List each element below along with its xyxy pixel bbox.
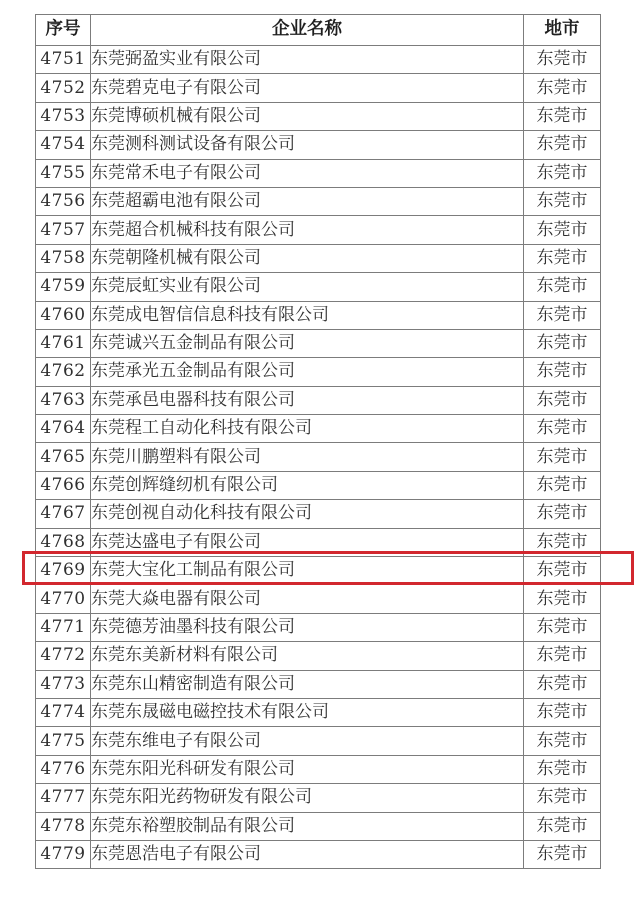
table-row: [36, 670, 601, 698]
row-serial-number: 4779: [36, 840, 91, 868]
row-company-name: 东莞创视自动化科技有限公司: [91, 500, 524, 528]
table-row: [36, 471, 601, 499]
row-serial-number: 4761: [36, 329, 91, 357]
row-company-name: 东莞程工自动化科技有限公司: [91, 415, 524, 443]
row-city: 东莞市: [524, 358, 601, 386]
row-company-name: 东莞达盛电子有限公司: [91, 528, 524, 556]
table-row: [36, 727, 601, 755]
row-company-name: 东莞创辉缝纫机有限公司: [91, 471, 524, 499]
row-company-name: 东莞超合机械科技有限公司: [91, 216, 524, 244]
row-serial-number: 4769: [36, 557, 91, 585]
row-serial-number: 4762: [36, 358, 91, 386]
row-serial-number: 4778: [36, 812, 91, 840]
row-company-name: 东莞辰虹实业有限公司: [91, 273, 524, 301]
row-city: 东莞市: [524, 386, 601, 414]
row-city: 东莞市: [524, 244, 601, 272]
row-company-name: 东莞东维电子有限公司: [91, 727, 524, 755]
table-row: [36, 642, 601, 670]
table-row: [36, 528, 601, 556]
row-company-name: 东莞东晟磁电磁控技术有限公司: [91, 698, 524, 726]
row-city: 东莞市: [524, 102, 601, 130]
row-serial-number: 4760: [36, 301, 91, 329]
row-city: 东莞市: [524, 216, 601, 244]
table-row: [36, 358, 601, 386]
row-city: 东莞市: [524, 840, 601, 868]
row-company-name: 东莞承光五金制品有限公司: [91, 358, 524, 386]
row-city: 东莞市: [524, 500, 601, 528]
row-company-name: 东莞超霸电池有限公司: [91, 187, 524, 215]
row-city: 东莞市: [524, 131, 601, 159]
row-company-name: 东莞承邑电器科技有限公司: [91, 386, 524, 414]
table-row: [36, 74, 601, 102]
row-city: 东莞市: [524, 273, 601, 301]
header-company-name: 企业名称: [91, 15, 524, 46]
table-row: [36, 784, 601, 812]
row-serial-number: 4752: [36, 74, 91, 102]
row-company-name: 东莞大焱电器有限公司: [91, 585, 524, 613]
row-serial-number: 4773: [36, 670, 91, 698]
row-company-name: 东莞川鹏塑料有限公司: [91, 443, 524, 471]
row-city: 东莞市: [524, 642, 601, 670]
row-city: 东莞市: [524, 301, 601, 329]
row-company-name: 东莞大宝化工制品有限公司: [91, 557, 524, 585]
table-row: [36, 500, 601, 528]
row-serial-number: 4774: [36, 698, 91, 726]
row-company-name: 东莞成电智信信息科技有限公司: [91, 301, 524, 329]
table-row: [36, 698, 601, 726]
row-serial-number: 4756: [36, 187, 91, 215]
row-company-name: 东莞东阳光科研发有限公司: [91, 755, 524, 783]
row-serial-number: 4759: [36, 273, 91, 301]
row-company-name: 东莞诚兴五金制品有限公司: [91, 329, 524, 357]
table-row: [36, 301, 601, 329]
table-row: [36, 216, 601, 244]
row-city: 东莞市: [524, 784, 601, 812]
row-serial-number: 4766: [36, 471, 91, 499]
table-row: [36, 613, 601, 641]
table-header: [36, 15, 601, 46]
table-row: [36, 443, 601, 471]
row-serial-number: 4765: [36, 443, 91, 471]
row-city: 东莞市: [524, 698, 601, 726]
row-serial-number: 4768: [36, 528, 91, 556]
table-row: [36, 329, 601, 357]
row-city: 东莞市: [524, 613, 601, 641]
row-serial-number: 4763: [36, 386, 91, 414]
row-serial-number: 4753: [36, 102, 91, 130]
row-city: 东莞市: [524, 755, 601, 783]
table-row: [36, 273, 601, 301]
row-city: 东莞市: [524, 670, 601, 698]
table-row: [36, 46, 601, 74]
table-row: [36, 386, 601, 414]
row-serial-number: 4767: [36, 500, 91, 528]
row-city: 东莞市: [524, 528, 601, 556]
row-serial-number: 4754: [36, 131, 91, 159]
row-serial-number: 4776: [36, 755, 91, 783]
table-row: [36, 187, 601, 215]
table-row: [36, 585, 601, 613]
row-company-name: 东莞常禾电子有限公司: [91, 159, 524, 187]
row-city: 东莞市: [524, 46, 601, 74]
row-company-name: 东莞东山精密制造有限公司: [91, 670, 524, 698]
row-company-name: 东莞东美新材料有限公司: [91, 642, 524, 670]
row-city: 东莞市: [524, 727, 601, 755]
row-company-name: 东莞碧克电子有限公司: [91, 74, 524, 102]
row-city: 东莞市: [524, 187, 601, 215]
table-row: [36, 131, 601, 159]
table-row: [36, 557, 601, 585]
row-city: 东莞市: [524, 329, 601, 357]
row-serial-number: 4757: [36, 216, 91, 244]
header-city: 地市: [524, 15, 601, 46]
row-company-name: 东莞弼盈实业有限公司: [91, 46, 524, 74]
row-city: 东莞市: [524, 557, 601, 585]
company-table: [35, 14, 601, 869]
row-company-name: 东莞博硕机械有限公司: [91, 102, 524, 130]
row-serial-number: 4770: [36, 585, 91, 613]
row-city: 东莞市: [524, 415, 601, 443]
row-serial-number: 4771: [36, 613, 91, 641]
table-row: [36, 755, 601, 783]
row-company-name: 东莞恩浩电子有限公司: [91, 840, 524, 868]
header-serial-number: 序号: [36, 15, 91, 46]
row-city: 东莞市: [524, 159, 601, 187]
row-company-name: 东莞东阳光药物研发有限公司: [91, 784, 524, 812]
row-serial-number: 4777: [36, 784, 91, 812]
row-serial-number: 4775: [36, 727, 91, 755]
table-row: [36, 244, 601, 272]
row-serial-number: 4755: [36, 159, 91, 187]
row-serial-number: 4751: [36, 46, 91, 74]
table-row: [36, 812, 601, 840]
table-row: [36, 840, 601, 868]
row-city: 东莞市: [524, 443, 601, 471]
row-company-name: 东莞朝隆机械有限公司: [91, 244, 524, 272]
table-row: [36, 102, 601, 130]
row-company-name: 东莞东裕塑胶制品有限公司: [91, 812, 524, 840]
row-serial-number: 4772: [36, 642, 91, 670]
table-row: [36, 415, 601, 443]
row-city: 东莞市: [524, 812, 601, 840]
table-body: [36, 46, 601, 869]
row-city: 东莞市: [524, 585, 601, 613]
row-city: 东莞市: [524, 471, 601, 499]
table-row: [36, 159, 601, 187]
row-serial-number: 4758: [36, 244, 91, 272]
row-company-name: 东莞测科测试设备有限公司: [91, 131, 524, 159]
header-row: [36, 15, 601, 46]
row-serial-number: 4764: [36, 415, 91, 443]
row-city: 东莞市: [524, 74, 601, 102]
row-company-name: 东莞德芳油墨科技有限公司: [91, 613, 524, 641]
